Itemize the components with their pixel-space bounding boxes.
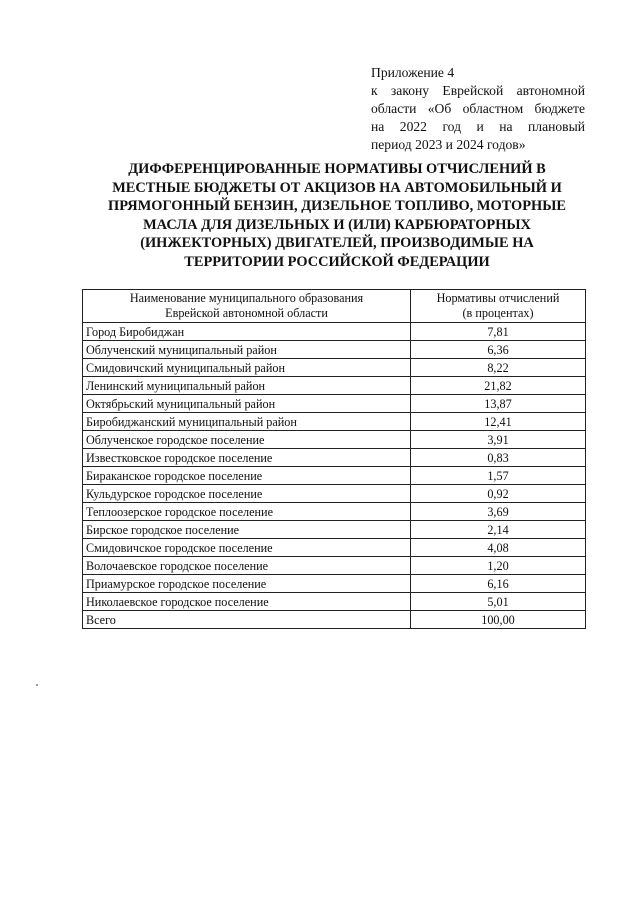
municipality-name: Кульдурское городское поселение <box>83 485 411 503</box>
table-row <box>83 377 586 395</box>
norm-value: 4,08 <box>411 539 586 557</box>
title-line: МАСЛА ДЛЯ ДИЗЕЛЬНЫХ И (ИЛИ) КАРБЮРАТОРНЫХ <box>143 216 531 233</box>
table-row <box>83 467 586 485</box>
table-row <box>83 359 586 377</box>
table-body <box>83 323 586 629</box>
municipality-name: Облученский муниципальный район <box>83 341 411 359</box>
norm-value: 0,92 <box>411 485 586 503</box>
norm-value: 3,69 <box>411 503 586 521</box>
norms-table <box>82 289 586 629</box>
municipality-name: Известковское городское поселение <box>83 449 411 467</box>
norm-value: 7,81 <box>411 323 586 341</box>
municipality-name: Бирское городское поселение <box>83 521 411 539</box>
table-row <box>83 431 586 449</box>
municipality-name: Ленинский муниципальный район <box>83 377 411 395</box>
title-line: ДИФФЕРЕНЦИРОВАННЫЕ НОРМАТИВЫ ОТЧИСЛЕНИЙ В <box>128 161 546 177</box>
scan-speck <box>36 684 38 686</box>
table-row <box>83 539 586 557</box>
table-row <box>83 449 586 467</box>
norm-value: 21,82 <box>411 377 586 395</box>
document-title <box>92 160 582 272</box>
table-header-row <box>83 290 586 323</box>
norm-value: 2,14 <box>411 521 586 539</box>
municipality-name: Всего <box>83 611 411 629</box>
municipality-name: Биробиджанский муниципальный район <box>83 413 411 431</box>
table-row <box>83 395 586 413</box>
municipality-name: Смидовичский муниципальный район <box>83 359 411 377</box>
norm-value: 13,87 <box>411 395 586 413</box>
municipality-name: Волочаевское городское поселение <box>83 557 411 575</box>
table-row <box>83 521 586 539</box>
table-row <box>83 485 586 503</box>
table-row <box>83 557 586 575</box>
municipality-name: Приамурское городское поселение <box>83 575 411 593</box>
municipality-name: Город Биробиджан <box>83 323 411 341</box>
column-header-name: Наименование муниципального образования Еврейской автономной области <box>83 290 411 323</box>
table-row <box>83 503 586 521</box>
title-line: ТЕРРИТОРИИ РОССИЙСКОЙ ФЕДЕРАЦИИ <box>184 253 490 270</box>
title-line: МЕСТНЫЕ БЮДЖЕТЫ ОТ АКЦИЗОВ НА АВТОМОБИЛЬНЫЙ И <box>112 179 562 196</box>
annex-line: период 2023 и 2024 годов» <box>371 137 526 152</box>
norm-value: 1,20 <box>411 557 586 575</box>
title-line: ПРЯМОГОННЫЙ БЕНЗИН, ДИЗЕЛЬНОЕ ТОПЛИВО, МОТОРНЫЕ <box>108 198 566 215</box>
annex-line: Приложение 4 <box>371 65 455 80</box>
annex-line: области «Об областном бюджете <box>371 101 585 116</box>
annex-line: на 2022 год и на плановый <box>371 119 585 134</box>
norm-value: 8,22 <box>411 359 586 377</box>
norm-value: 100,00 <box>411 611 586 629</box>
norm-value: 0,83 <box>411 449 586 467</box>
municipality-name: Октябрьский муниципальный район <box>83 395 411 413</box>
municipality-name: Смидовичское городское поселение <box>83 539 411 557</box>
column-header-norm: Нормативы отчислений (в процентах) <box>411 290 586 323</box>
municipality-name: Теплоозерское городское поселение <box>83 503 411 521</box>
norm-value: 12,41 <box>411 413 586 431</box>
norm-value: 1,57 <box>411 467 586 485</box>
table-row <box>83 341 586 359</box>
table-row <box>83 575 586 593</box>
municipality-name: Бираканское городское поселение <box>83 467 411 485</box>
table-row <box>83 593 586 611</box>
municipality-name: Николаевское городское поселение <box>83 593 411 611</box>
table-row <box>83 323 586 341</box>
municipality-name: Облученское городское поселение <box>83 431 411 449</box>
norm-value: 5,01 <box>411 593 586 611</box>
title-line: (ИНЖЕКТОРНЫХ) ДВИГАТЕЛЕЙ, ПРОИЗВОДИМЫЕ НА <box>140 235 534 252</box>
table-row <box>83 611 586 629</box>
table-row <box>83 413 586 431</box>
annex-line: к закону Еврейской автономной <box>371 83 585 98</box>
norm-value: 3,91 <box>411 431 586 449</box>
annex-note <box>371 64 585 154</box>
norm-value: 6,36 <box>411 341 586 359</box>
norm-value: 6,16 <box>411 575 586 593</box>
